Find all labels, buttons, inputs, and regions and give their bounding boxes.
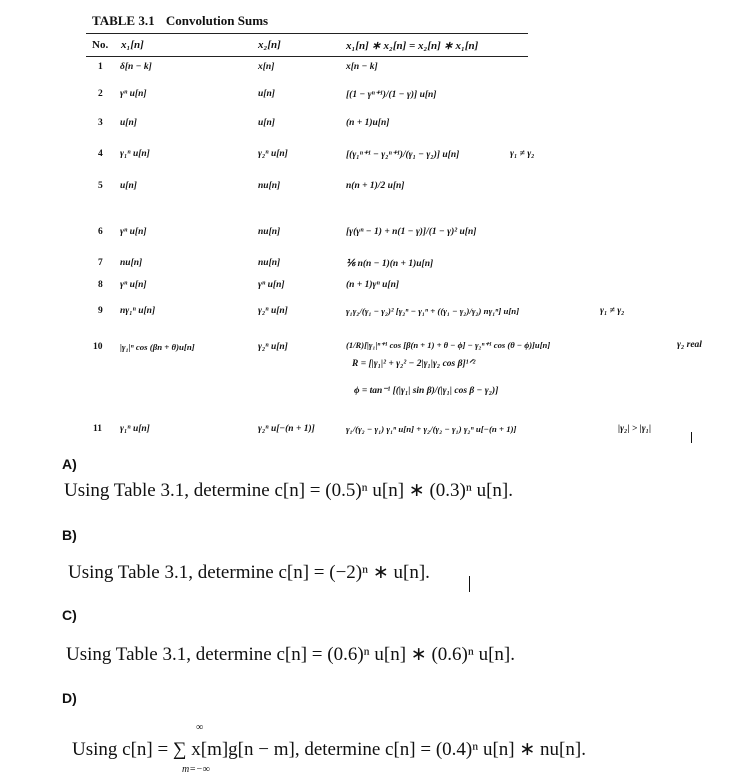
row-number: 2 [98,89,103,99]
row-result: n(n + 1)/2 u[n] [346,181,405,191]
row-result: [(1 − γⁿ⁺¹)/(1 − γ)] u[n] [346,90,437,100]
row-x1: nγ₁ⁿ u[n] [120,306,156,316]
row-x2: nu[n] [258,227,281,237]
row-x2: nu[n] [258,258,281,268]
row-x2: x[n] [258,62,275,72]
row-number: 3 [98,118,103,128]
row-x2: u[n] [258,89,275,99]
row-x2: γ₂ⁿ u[n] [258,306,288,316]
row-condition: γ₁ ≠ γ₂ [510,149,535,159]
row-condition: γ₁ ≠ γ₂ [600,306,625,316]
row-number: 6 [98,227,103,237]
question-d-label: D) [62,690,77,706]
row-condition: γ₂ real [677,340,702,350]
header-no: No. [92,39,109,51]
row-number: 5 [98,181,103,191]
table-subtitle: Convolution Sums [165,13,269,28]
row-result: (n + 1)u[n] [346,118,390,128]
row-result: [(γ₁ⁿ⁺¹ − γ₂ⁿ⁺¹)/(γ₁ − γ₂)] u[n] [346,150,460,160]
row-result: γ₁γ₂/(γ₁ − γ₂)² [γ₂ⁿ − γ₁ⁿ + ((γ₁ − γ₂)/γ₂) nγ₁ⁿ] u[n] [346,306,520,316]
row-x1: γ₁ⁿ u[n] [120,424,150,434]
row-result: [γ(γⁿ − 1) + n(1 − γ)]/(1 − γ)² u[n] [346,227,477,237]
sum-upper-limit: ∞ [196,722,204,733]
row-number: 7 [98,258,103,268]
header-x1: x₁[n] [121,39,144,51]
row-x2: γ₂ⁿ u[−(n + 1)] [258,424,315,434]
row-number: 10 [93,342,103,352]
row-x1: γⁿ u[n] [120,89,147,99]
question-c-text: Using Table 3.1, determine c[n] = (0.6)ⁿ u[n] ∗ (0.6)ⁿ u[n]. [66,644,515,665]
row-condition: |γ₂| > |γ₁| [618,424,652,434]
row-x1: δ[n − k] [120,62,152,72]
row-x2: γⁿ u[n] [258,280,285,290]
row-number: 4 [98,149,103,159]
row-result: (1/R)[|γ₁|ⁿ⁺¹ cos [β(n + 1) + θ − ϕ] − γ₂ⁿ⁺¹ cos (θ − ϕ)]u[n] [346,340,551,350]
row-number: 9 [98,306,103,316]
table-number: TABLE 3.1 [92,13,155,28]
row-result: x[n − k] [346,62,378,72]
row-x1: γⁿ u[n] [120,280,147,290]
row-x2: nu[n] [258,181,281,191]
row-x2: γ₂ⁿ u[n] [258,149,288,159]
table-title [92,13,268,29]
question-b-text: Using Table 3.1, determine c[n] = (−2)ⁿ ∗ u[n]. [68,562,430,583]
row-x2: γ₂ⁿ u[n] [258,342,288,352]
row-result: γ₁/(γ₂ − γ₁) γ₁ⁿ u[n] + γ₂/(γ₂ − γ₁) γ₂ⁿ u[−(n + 1)] [346,424,517,434]
question-b-label: B) [62,527,77,543]
stray-tick [691,432,692,443]
row-x1: |γ₁|ⁿ cos (βn + θ)u[n] [120,342,195,352]
row-x1: γ₁ⁿ u[n] [120,149,150,159]
row-result: (n + 1)γⁿ u[n] [346,280,400,290]
question-a-text: Using Table 3.1, determine c[n] = (0.5)ⁿ u[n] ∗ (0.3)ⁿ u[n]. [64,480,513,501]
row-result: ⅙ n(n − 1)(n + 1)u[n] [346,259,434,269]
table-top-rule [86,33,528,34]
question-a-label: A) [62,456,77,472]
row-number: 1 [98,62,103,72]
row-x1: u[n] [120,118,137,128]
header-x2: x₂[n] [258,39,281,51]
question-c-label: C) [62,607,77,623]
table-header-rule [86,56,528,57]
row-x1: u[n] [120,181,137,191]
row-extra-phi: ϕ = tan⁻¹ [(|γ₁| sin β)/(|γ₁| cos β − γ₂)] [354,386,499,396]
row-x1: nu[n] [120,258,143,268]
row-x2: u[n] [258,118,275,128]
row-number: 11 [93,424,102,434]
row-number: 8 [98,280,103,290]
row-x1: γⁿ u[n] [120,227,147,237]
header-result: x₁[n] ∗ x₂[n] = x₂[n] ∗ x₁[n] [346,40,479,52]
sum-lower-limit: m=−∞ [182,764,210,775]
question-d-text: Using c[n] = ∑ x[m]g[n − m], determine c[n] = (0.4)ⁿ u[n] ∗ nu[n]. [72,739,586,760]
text-cursor [469,576,470,592]
row-extra-r: R = [|γ₁|² + γ₂² − 2|γ₁|γ₂ cos β]¹ᐟ² [352,359,476,369]
